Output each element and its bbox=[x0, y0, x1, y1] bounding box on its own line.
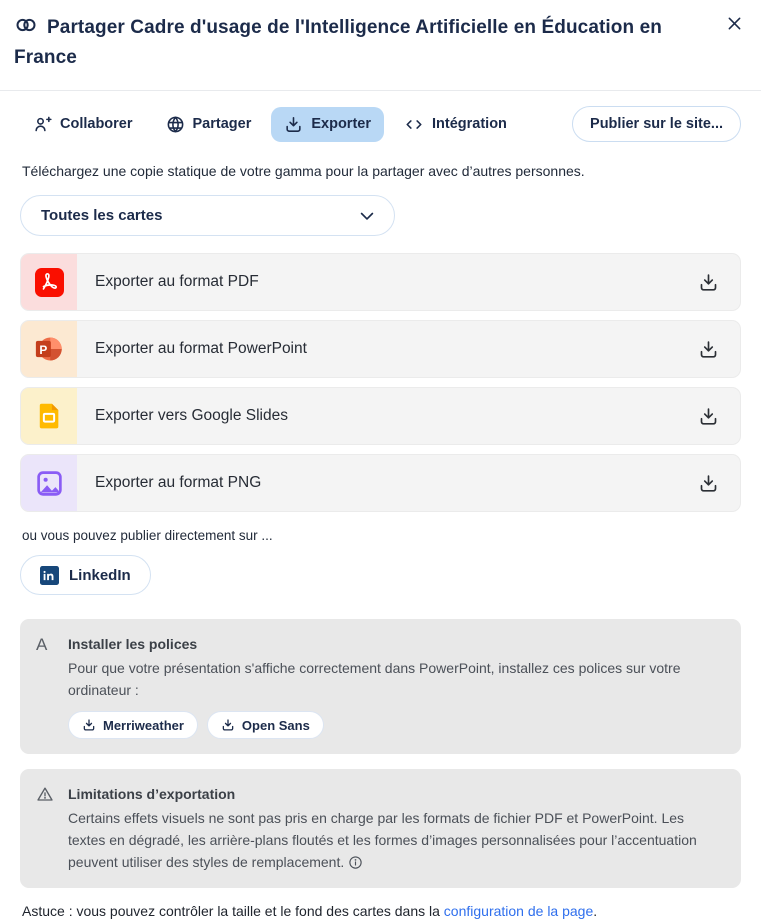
linkedin-label: LinkedIn bbox=[69, 566, 131, 584]
limitations-body: Certains effets visuels ne sont pas pris en charge par les formats de fichier PDF et PowerPoint. Les textes en dégradé, les arrière-plans floutés et les formes d’images personnalisées pour l’accentuation peuvent utiliser des styles de remplacement. bbox=[68, 810, 697, 870]
tab-collaborer[interactable] bbox=[20, 107, 146, 142]
close-button[interactable] bbox=[721, 10, 748, 37]
download-icon[interactable] bbox=[698, 272, 719, 293]
linkedin-icon bbox=[40, 566, 59, 585]
close-icon bbox=[725, 14, 744, 33]
tab-partager[interactable] bbox=[153, 107, 265, 142]
download-icon[interactable] bbox=[698, 339, 719, 360]
dialog-header bbox=[0, 0, 761, 83]
tab-integration[interactable] bbox=[391, 107, 520, 142]
warning-icon bbox=[36, 784, 56, 873]
linkedin-button[interactable] bbox=[20, 555, 151, 595]
tabs-row bbox=[20, 106, 741, 142]
download-icon[interactable] bbox=[698, 406, 719, 427]
download-merriweather-button[interactable] bbox=[68, 711, 198, 739]
limitations-title: Limitations d’exportation bbox=[68, 786, 236, 802]
download-icon bbox=[284, 115, 303, 134]
person-add-icon bbox=[33, 115, 52, 134]
fonts-box-body: Pour que votre présentation s'affiche correctement dans PowerPoint, installez ces polices sur votre ordinateur : bbox=[68, 660, 681, 698]
globe-icon bbox=[166, 115, 185, 134]
publish-direct-text: ou vous pouvez publier directement sur ... bbox=[22, 528, 273, 543]
publish-site-button[interactable]: Publier sur le site... bbox=[572, 106, 741, 142]
export-pdf-row[interactable] bbox=[20, 253, 741, 311]
download-open-sans-button[interactable] bbox=[207, 711, 324, 739]
export-png-row[interactable] bbox=[20, 454, 741, 512]
font-icon: A bbox=[36, 635, 48, 654]
chevron-down-icon bbox=[357, 206, 377, 226]
tab-exporter[interactable] bbox=[271, 107, 384, 142]
export-option-label: Exporter vers Google Slides bbox=[95, 407, 288, 424]
export-limitations-box bbox=[20, 769, 741, 888]
pdf-tint bbox=[21, 254, 77, 310]
export-google-slides-row[interactable] bbox=[20, 387, 741, 445]
link-icon bbox=[14, 13, 38, 37]
cards-select[interactable] bbox=[20, 195, 395, 236]
export-description: Téléchargez une copie statique de votre gamma pour la partager avec d’autres personnes. bbox=[22, 163, 585, 179]
png-tint bbox=[21, 455, 77, 511]
font-download-buttons bbox=[68, 711, 723, 739]
font-name: Merriweather bbox=[103, 717, 184, 733]
powerpoint-icon bbox=[34, 334, 64, 364]
font-name: Open Sans bbox=[241, 717, 310, 733]
export-powerpoint-row[interactable] bbox=[20, 320, 741, 378]
export-options-list bbox=[20, 253, 741, 512]
tab-label: Intégration bbox=[432, 116, 507, 132]
page-title bbox=[14, 13, 701, 73]
image-icon bbox=[35, 469, 64, 498]
export-option-label: Exporter au format PDF bbox=[95, 273, 259, 290]
download-icon bbox=[82, 718, 96, 732]
svg-text:P: P bbox=[39, 343, 48, 357]
export-option-label: Exporter au format PowerPoint bbox=[95, 340, 307, 357]
google-slides-icon bbox=[35, 402, 63, 430]
export-option-label: Exporter au format PNG bbox=[95, 474, 262, 491]
tabs bbox=[20, 107, 520, 142]
tab-label: Exporter bbox=[311, 116, 371, 132]
pdf-icon bbox=[35, 268, 64, 297]
fonts-box-title: Installer les polices bbox=[68, 636, 198, 652]
install-fonts-box bbox=[20, 619, 741, 754]
google-slides-tint bbox=[21, 388, 77, 444]
code-icon bbox=[404, 115, 424, 134]
cards-select-value: Toutes les cartes bbox=[41, 207, 163, 224]
page-title-text: Partager Cadre d'usage de l'Intelligence Artificielle en Éducation en France bbox=[14, 17, 662, 68]
download-icon[interactable] bbox=[698, 473, 719, 494]
tab-label: Partager bbox=[192, 116, 252, 132]
tab-label: Collaborer bbox=[60, 116, 133, 132]
download-icon bbox=[221, 718, 235, 732]
page-setup-link[interactable]: configuration de la page bbox=[443, 903, 594, 919]
header-divider bbox=[0, 90, 761, 91]
info-icon[interactable] bbox=[348, 855, 363, 870]
powerpoint-tint bbox=[21, 321, 77, 377]
tip-text: Astuce : vous pouvez contrôler la taille et le fond des cartes dans la configuration de la page. bbox=[22, 903, 598, 919]
